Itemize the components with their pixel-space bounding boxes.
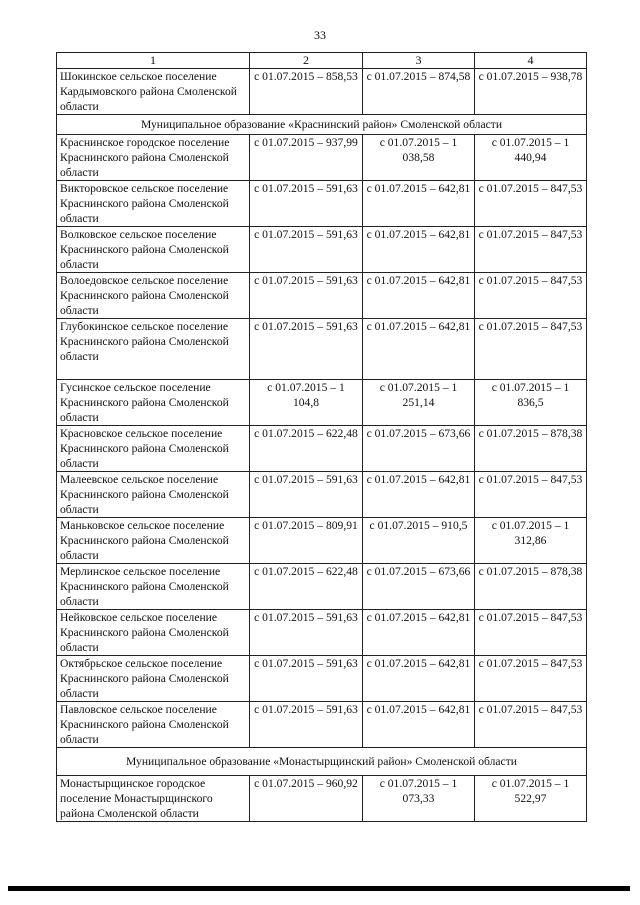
tariff-cell: с 01.07.2015 – 847,53: [475, 702, 587, 748]
tariff-cell: с 01.07.2015 – 1 104,8: [250, 380, 363, 426]
settlement-name: Глубокинское сельское поселение Краснинского района Смоленской области: [57, 319, 250, 380]
tariff-cell: с 01.07.2015 – 642,81: [363, 227, 475, 273]
table-row: [57, 426, 587, 472]
tariff-cell: с 01.07.2015 – 858,53: [250, 69, 363, 115]
tariff-cell: с 01.07.2015 – 591,63: [250, 610, 363, 656]
tariff-cell: с 01.07.2015 – 622,48: [250, 426, 363, 472]
settlement-name: Волковское сельское поселение Краснинского района Смоленской области: [57, 227, 250, 273]
tariff-cell: с 01.07.2015 – 591,63: [250, 472, 363, 518]
table-row: [57, 472, 587, 518]
tariff-cell: с 01.07.2015 – 591,63: [250, 656, 363, 702]
tariff-cell: с 01.07.2015 – 910,5: [363, 518, 475, 564]
tariff-cell: с 01.07.2015 – 847,53: [475, 227, 587, 273]
tariff-cell: с 01.07.2015 – 878,38: [475, 564, 587, 610]
tariff-cell: с 01.07.2015 – 1 440,94: [475, 135, 587, 181]
tariff-cell: с 01.07.2015 – 642,81: [363, 181, 475, 227]
tariff-cell: с 01.07.2015 – 642,81: [363, 319, 475, 380]
table-row: [57, 273, 587, 319]
table-row: [57, 69, 587, 115]
table-row: [57, 776, 587, 822]
table-header-row: [57, 53, 587, 69]
tariff-cell: с 01.07.2015 – 847,53: [475, 472, 587, 518]
tariff-cell: с 01.07.2015 – 1 522,97: [475, 776, 587, 822]
settlement-name: Октябрьское сельское поселение Краснинского района Смоленской области: [57, 656, 250, 702]
table-row: [57, 702, 587, 748]
tariff-cell: с 01.07.2015 – 622,48: [250, 564, 363, 610]
table-row: [57, 380, 587, 426]
table-row: [57, 610, 587, 656]
tariff-cell: с 01.07.2015 – 1 251,14: [363, 380, 475, 426]
tariff-cell: с 01.07.2015 – 1 836,5: [475, 380, 587, 426]
tariff-cell: с 01.07.2015 – 1 312,86: [475, 518, 587, 564]
tariff-cell: с 01.07.2015 – 642,81: [363, 610, 475, 656]
settlement-name: Волоедовское сельское поселение Краснинского района Смоленской области: [57, 273, 250, 319]
tariff-cell: с 01.07.2015 – 809,91: [250, 518, 363, 564]
section-header-row: [57, 748, 587, 776]
tariff-cell: с 01.07.2015 – 591,63: [250, 319, 363, 380]
tariff-cell: с 01.07.2015 – 847,53: [475, 319, 587, 380]
section-header-row: [57, 115, 587, 135]
settlement-name: Павловское сельское поселение Краснинского района Смоленской области: [57, 702, 250, 748]
column-header: 2: [250, 53, 363, 69]
tariff-cell: с 01.07.2015 – 878,38: [475, 426, 587, 472]
settlement-name: Гусинское сельское поселение Краснинского района Смоленской области: [57, 380, 250, 426]
bottom-rule: [8, 886, 630, 891]
tariff-cell: с 01.07.2015 – 591,63: [250, 273, 363, 319]
tariff-cell: с 01.07.2015 – 642,81: [363, 273, 475, 319]
tariff-cell: с 01.07.2015 – 673,66: [363, 564, 475, 610]
tariff-cell: с 01.07.2015 – 1 073,33: [363, 776, 475, 822]
tariff-cell: с 01.07.2015 – 591,63: [250, 702, 363, 748]
column-header: 1: [57, 53, 250, 69]
column-header: 4: [475, 53, 587, 69]
tariff-cell: с 01.07.2015 – 591,63: [250, 227, 363, 273]
table-body: [57, 69, 587, 822]
tariff-cell: с 01.07.2015 – 847,53: [475, 181, 587, 227]
table-row: [57, 656, 587, 702]
tariff-cell: с 01.07.2015 – 642,81: [363, 472, 475, 518]
tariff-cell: с 01.07.2015 – 1 038,58: [363, 135, 475, 181]
table-row: [57, 181, 587, 227]
settlement-name: Монастырщинское городское поселение Монастырщинского района Смоленской области: [57, 776, 250, 822]
tariff-cell: с 01.07.2015 – 960,92: [250, 776, 363, 822]
tariff-cell: с 01.07.2015 – 874,58: [363, 69, 475, 115]
tariff-cell: с 01.07.2015 – 847,53: [475, 610, 587, 656]
settlement-name: Мерлинское сельское поселение Краснинского района Смоленской области: [57, 564, 250, 610]
section-title: Муниципальное образование «Краснинский район» Смоленской области: [57, 115, 587, 135]
table-row: [57, 135, 587, 181]
tariff-cell: с 01.07.2015 – 673,66: [363, 426, 475, 472]
tariff-cell: с 01.07.2015 – 642,81: [363, 702, 475, 748]
settlement-name: Маньковское сельское поселение Краснинского района Смоленской области: [57, 518, 250, 564]
page-number: 33: [314, 28, 326, 42]
table-row: [57, 227, 587, 273]
tariff-table: [56, 52, 587, 822]
tariff-cell: с 01.07.2015 – 591,63: [250, 181, 363, 227]
settlement-name: Нейковское сельское поселение Краснинского района Смоленской области: [57, 610, 250, 656]
table-row: [57, 319, 587, 380]
section-title: Муниципальное образование «Монастырщинский район» Смоленской области: [57, 748, 587, 776]
tariff-cell: с 01.07.2015 – 937,99: [250, 135, 363, 181]
column-header: 3: [363, 53, 475, 69]
tariff-cell: с 01.07.2015 – 847,53: [475, 273, 587, 319]
tariff-cell: с 01.07.2015 – 642,81: [363, 656, 475, 702]
tariff-cell: с 01.07.2015 – 847,53: [475, 656, 587, 702]
table-row: [57, 518, 587, 564]
settlement-name: Викторовское сельское поселение Краснинского района Смоленской области: [57, 181, 250, 227]
settlement-name: Шокинское сельское поселение Кардымовского района Смоленской области: [57, 69, 250, 115]
settlement-name: Малеевское сельское поселение Краснинского района Смоленской области: [57, 472, 250, 518]
tariff-cell: с 01.07.2015 – 938,78: [475, 69, 587, 115]
table-row: [57, 564, 587, 610]
settlement-name: Краснинское городское поселение Краснинского района Смоленской области: [57, 135, 250, 181]
settlement-name: Красновское сельское поселение Краснинского района Смоленской области: [57, 426, 250, 472]
